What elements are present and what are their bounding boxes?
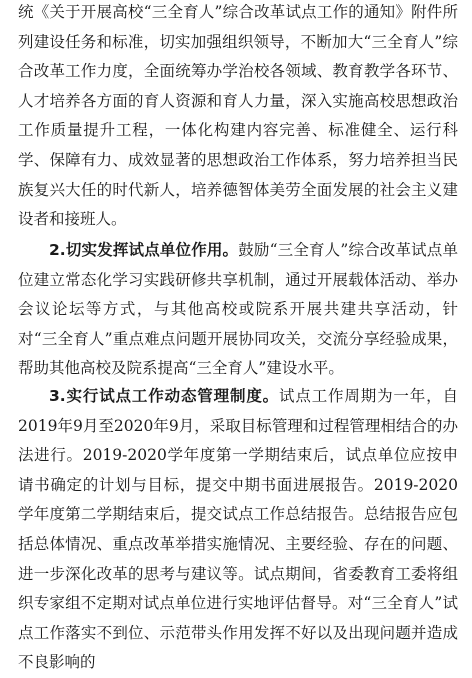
paragraph-3 — [18, 382, 458, 678]
paragraph-2 — [18, 236, 458, 384]
paragraph-1-body: 统《关于开展高校“三全育人”综合改革试点工作的通知》附件所列建设任务和标准，切实加强组织领导，不断加大“三全育人”综合改革工作力度，全面统筹办学治校各领域、教育教学各环节、人才培养各方面的育人资源和育人力量，深入实施高校思想政治工作质量提升工程，一体化构建内容完善、标准健全、运行科学、保障有力、成效显著的思想政治工作体系，努力培养担当民族复兴大任的时代新人，培养德智体美劳全面发展的社会主义建设者和接班人。 — [18, 3, 458, 229]
paragraph-1 — [18, 0, 458, 235]
paragraph-2-heading: 2.切实发挥试点单位作用。 — [49, 241, 239, 259]
paragraph-3-heading: 3.实行试点工作动态管理制度。 — [49, 387, 280, 405]
paragraph-3-body: 试点工作周期为一年，自2019年9月至2020年9月，采取目标管理和过程管理相结合的办法进行。2019-2020学年度第一学期结束后，试点单位应按申请书确定的计划与目标，提交中期书面进展报告。2019-2020学年度第二学期结束后，提交试点工作总结报告。总结报告应包括总体情况、重点改革举措实施情况、主要经验、存在的问题、进一步深化改革的思考与建议等。试点期间，省委教育工委将组织专家组不定期对试点单位进行实地评估督导。对“三全育人”试点工作落实不到位、示范带头作用发挥不好以及出现问题并造成不良影响的 — [18, 387, 458, 672]
paragraph-2-body: 鼓励“三全育人”综合改革试点单位建立常态化学习实践研修共享机制，通过开展载体活动、举办会议论坛等方式，与其他高校或院系开展共建共享活动，针对“三全育人”重点难点问题开展协同攻关，交流分享经验成果，帮助其他高校及院系提高“三全育人”建设水平。 — [18, 241, 458, 378]
